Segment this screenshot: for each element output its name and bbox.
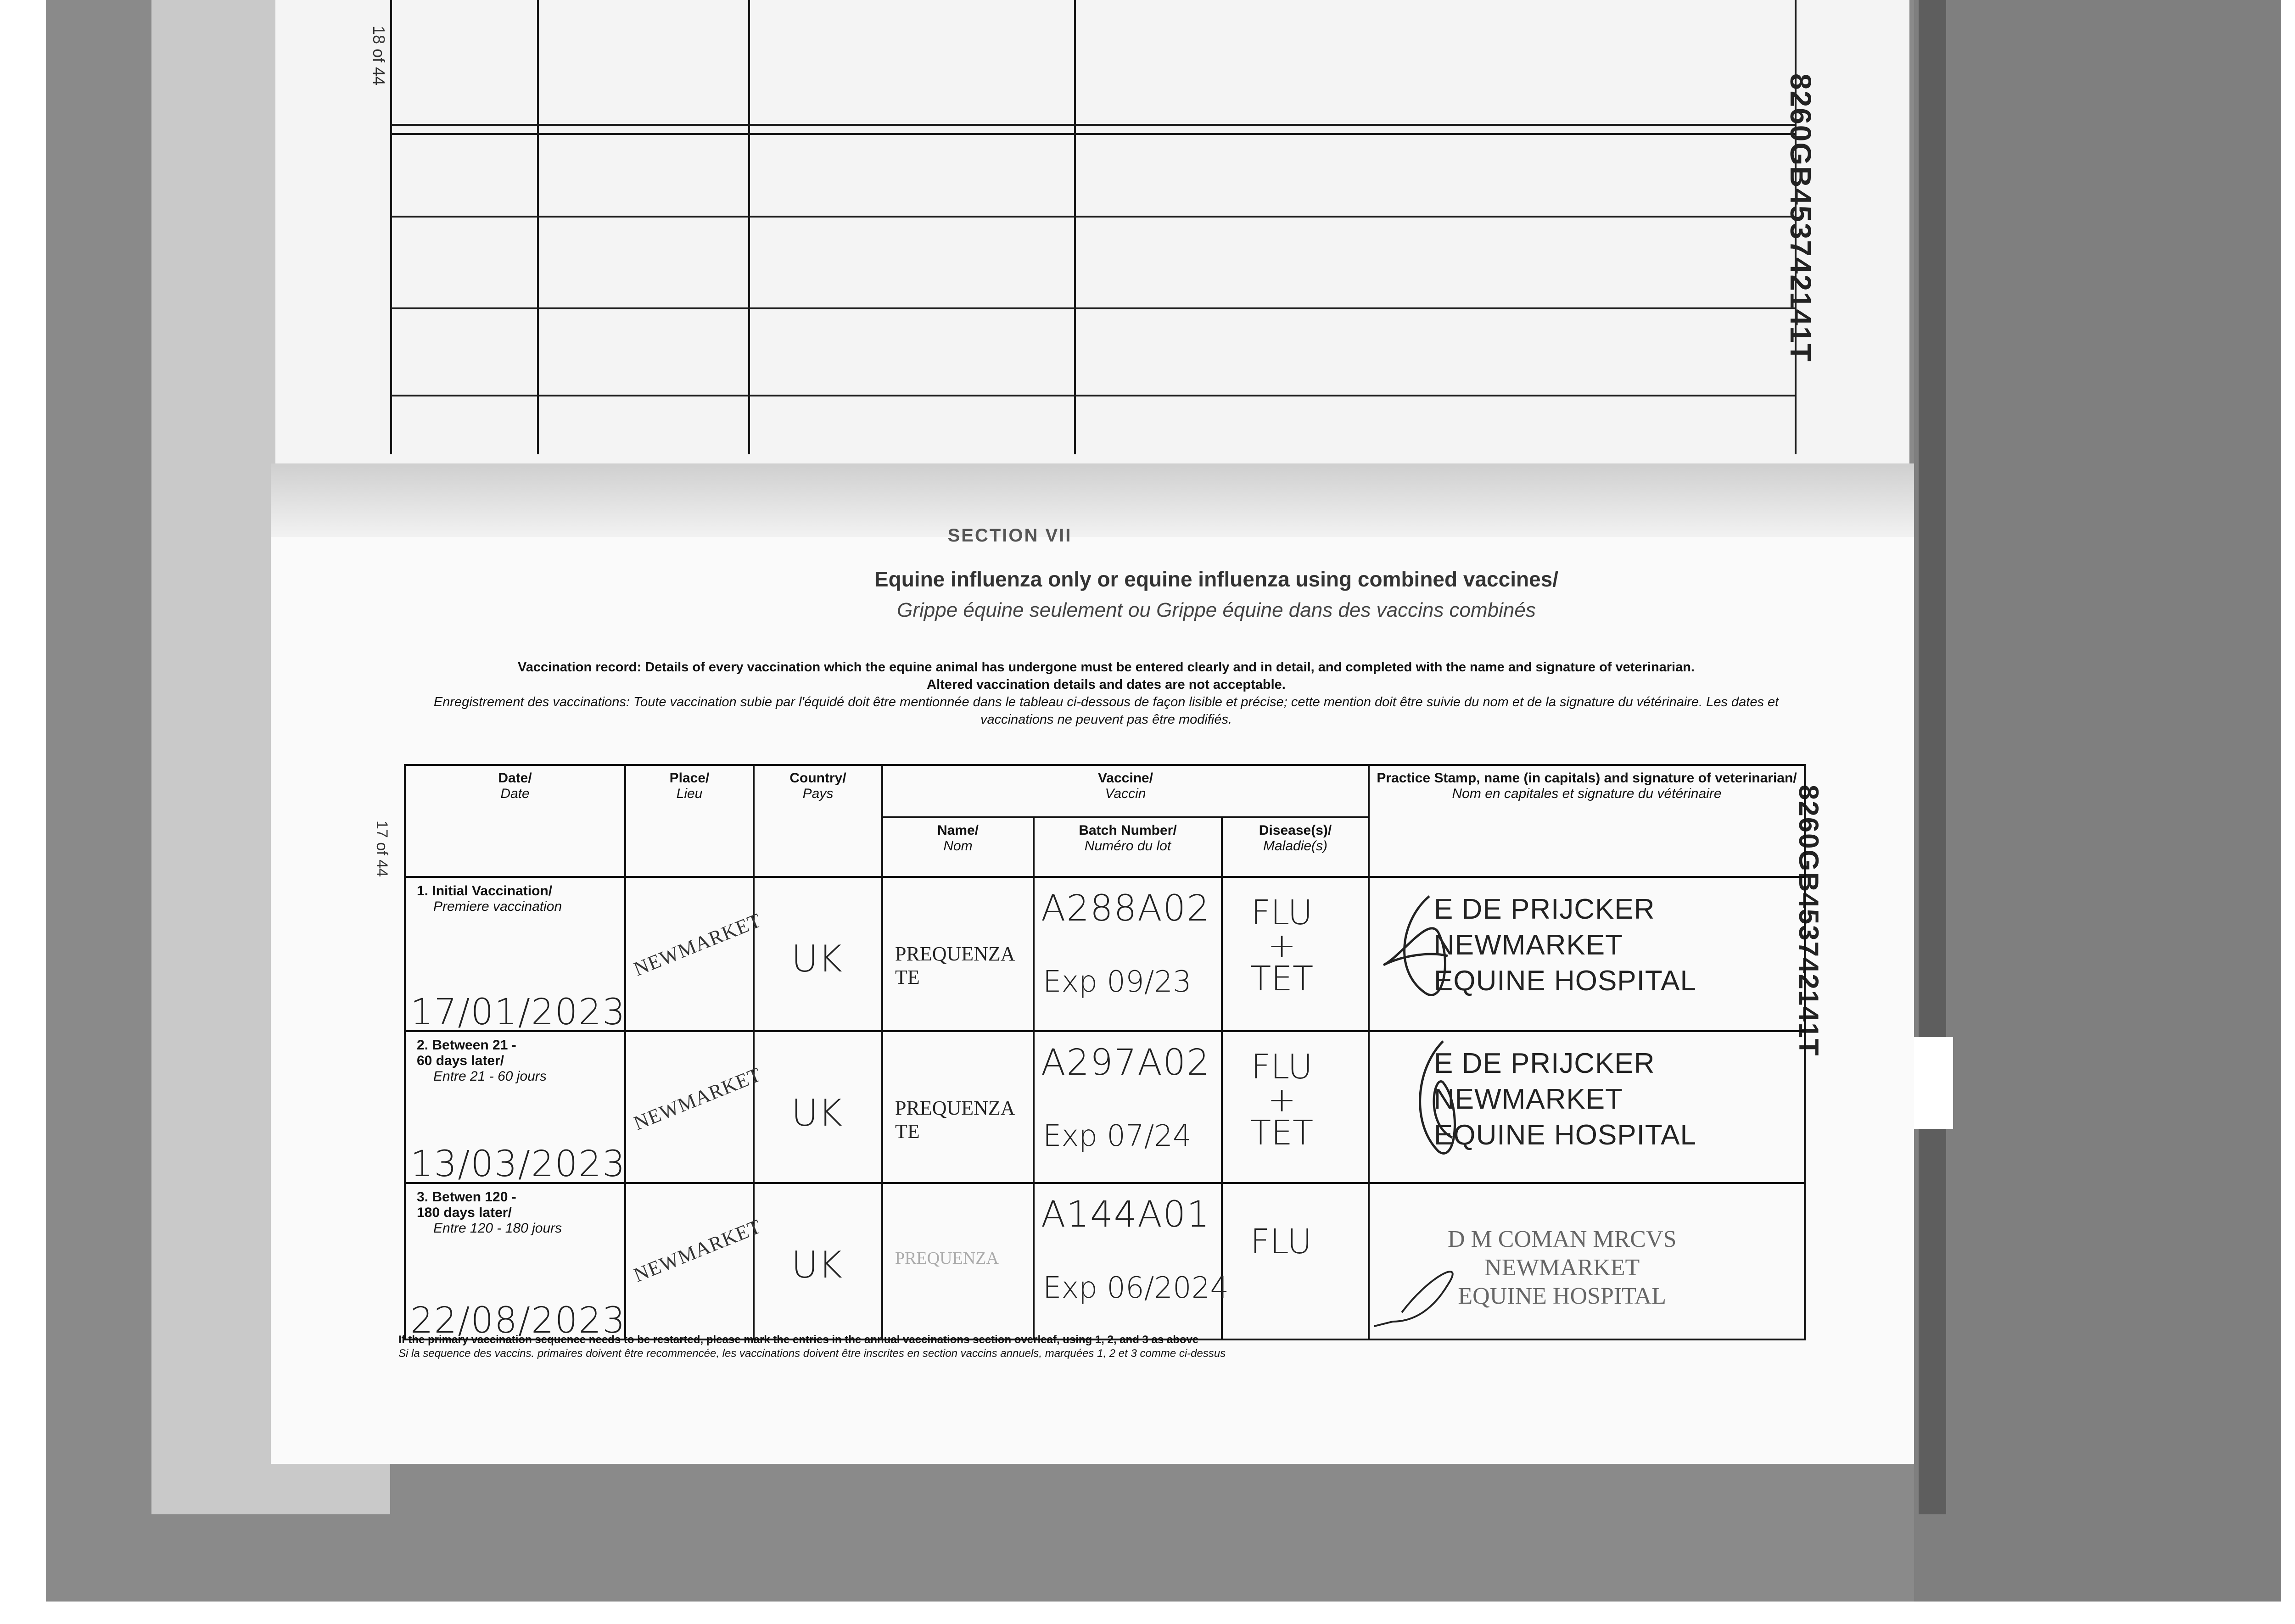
table-row (405, 877, 1805, 1031)
row-1-place-cell (625, 877, 765, 1031)
instructions-en: Vaccination record: Details of every vaccination which the equine animal has undergone must be entered clearly and in detail, and completed with the name and signature of veterinarian. (518, 660, 1695, 675)
row-2-stamp-cell (1369, 1031, 1805, 1183)
table-row (405, 1183, 1805, 1339)
row-2-date-cell: 2. Between 21 - 60 days later/ Entre 21 - 60 jours 13/03/2023 (405, 1031, 625, 1183)
row-2-batch-cell (1034, 1031, 1222, 1183)
section-heading-en: Equine influenza only or equine influenza using combined vaccines/ (874, 567, 1559, 591)
scan-background-right (1914, 0, 2281, 1602)
row-3-date: 22/08/2023 (410, 1300, 626, 1341)
row-3-expiry: Exp 06/2024 (1043, 1271, 1229, 1305)
row-3-country-cell (754, 1183, 882, 1339)
row-1-stamp-cell (1369, 877, 1805, 1031)
row-1-place: NEWMARKET (630, 909, 765, 981)
redaction-box (1914, 1037, 1953, 1129)
header-place: Place/ Lieu (625, 765, 754, 877)
header-date: Date/ Date (405, 765, 625, 877)
row-1-date-cell: 1. Initial Vaccination/ Premiere vaccination 17/01/2023 (405, 877, 625, 1031)
row-3-vaccine-cell (882, 1183, 1034, 1339)
upper-empty-table (390, 0, 1799, 454)
row-2-vaccine-name: PREQUENZA TE (895, 1097, 1014, 1143)
header-stamp: Practice Stamp, name (in capitals) and signature of veterinarian/ Nom en capitales et signature du vétérinaire (1369, 765, 1805, 877)
row-3-vaccine-name: PREQUENZA (895, 1249, 999, 1268)
row-3-batch: A144A01 (1041, 1194, 1210, 1235)
table-header-row (405, 765, 1805, 817)
row-2-vet-stamp: E DE PRIJCKER NEWMARKET EQUINE HOSPITAL (1434, 1048, 1696, 1151)
page-edge-shadow (1919, 0, 1946, 1514)
row-2-place-cell (625, 1031, 765, 1183)
header-country: Country/ Pays (754, 765, 882, 877)
row-3-place-cell (625, 1183, 765, 1339)
row-1-date: 17/01/2023 (410, 992, 626, 1033)
row-1-country: UK (791, 938, 843, 980)
row-2-disease-cell (1222, 1031, 1369, 1183)
row-2-date: 13/03/2023 (410, 1144, 626, 1185)
footer-note-fr: Si la sequence des vaccins. primaires doivent être recommencée, les vaccinations doivent être inscrites en section vaccins annuels, marquées 1, 2 et 3 comme ci-dessus (398, 1347, 1226, 1360)
vaccination-table (404, 764, 1806, 1340)
instructions (413, 659, 1799, 728)
row-3-date-cell: 3. Betwen 120 - 180 days later/ Entre 120 - 180 jours 22/08/2023 (405, 1183, 625, 1339)
row-1-country-cell (754, 877, 882, 1031)
row-3-vet-stamp: D M COMAN MRCVS NEWMARKET EQUINE HOSPITAL (1448, 1226, 1677, 1309)
header-disease: Disease(s)/ Maladie(s) (1222, 817, 1369, 877)
row-3-batch-cell (1034, 1183, 1229, 1339)
section-heading-fr: Grippe équine seulement ou Grippe équine dans des vaccins combinés (897, 599, 1536, 621)
row-3-country: UK (791, 1244, 843, 1286)
row-3-stamp-cell (1369, 1183, 1805, 1339)
row-2-country: UK (791, 1092, 843, 1134)
row-1-disease: FLU + TET (1250, 893, 1314, 999)
instructions-en-2: Altered vaccination details and dates are not acceptable. (927, 677, 1286, 692)
row-1-vaccine-cell (882, 877, 1034, 1031)
row-1-vaccine-name: PREQUENZA TE (895, 943, 1014, 988)
row-2-batch: A297A02 (1041, 1042, 1210, 1083)
row-2-expiry: Exp 07/24 (1043, 1119, 1192, 1153)
footer-note-en: If the primary vaccination sequence needs to be restarted, please mark the entries in the annual vaccinations section overleaf, using 1, 2, and 3 as above (398, 1334, 1199, 1346)
row-1-vet-stamp: E DE PRIJCKER NEWMARKET EQUINE HOSPITAL (1434, 893, 1696, 997)
lower-horse-id: 8260GB453742141T (1793, 785, 1824, 1057)
table-row (405, 1031, 1805, 1183)
instructions-fr: Enregistrement des vaccinations: Toute vaccination subie par l'équidé doit être mentionnée dans le tableau ci-dessous de façon lisible et précise; cette mention doit être suivie du nom et de la signature du vétérinaire. Les dates et vaccinations ne peuvent pas être modifiés. (433, 695, 1779, 727)
row-3-disease: FLU (1250, 1222, 1312, 1261)
upper-page-number: 18 of 44 (369, 25, 389, 86)
row-3-disease-cell (1222, 1183, 1369, 1339)
row-1-disease-cell (1222, 877, 1369, 1031)
header-name: Name/ Nom (882, 817, 1034, 877)
row-2-disease: FLU + TET (1250, 1047, 1314, 1153)
lower-page-number: 17 of 44 (373, 820, 391, 877)
row-1-batch-cell (1034, 877, 1222, 1031)
row-2-vaccine-cell (882, 1031, 1034, 1183)
row-2-place: NEWMARKET (630, 1063, 765, 1135)
row-1-expiry: Exp 09/23 (1043, 965, 1192, 999)
footer-note (398, 1333, 1226, 1361)
upper-horse-id: 8260GB453742141T (1784, 73, 1817, 363)
upper-page (275, 0, 1909, 463)
header-batch: Batch Number/ Numéro du lot (1034, 817, 1222, 877)
row-2-country-cell (754, 1031, 882, 1183)
row-3-place: NEWMARKET (630, 1215, 765, 1287)
section-title: SECTION VII (947, 525, 1072, 546)
header-vaccine: Vaccine/ Vaccin (882, 765, 1369, 817)
row-1-batch: A288A02 (1041, 888, 1210, 929)
